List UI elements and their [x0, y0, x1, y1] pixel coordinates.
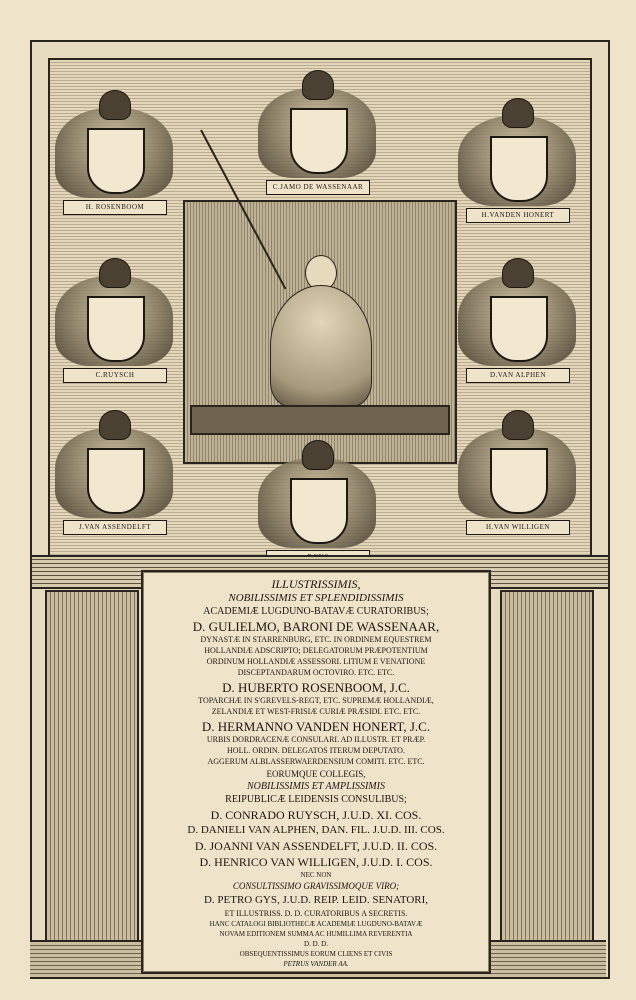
crest-label: D.VAN ALPHEN [466, 368, 570, 383]
dedication-line: NOVAM EDITIONEM SUMMA AC HUMILLIMA REVERENTIA [219, 930, 413, 938]
figure-ledge [190, 405, 450, 435]
pillar-left [45, 590, 139, 979]
crest-van-alphen [458, 258, 576, 383]
crest-label: H.VANDEN HONERT [466, 208, 570, 223]
dedication-line: REIPUBLICÆ LEIDENSIS CONSULIBUS; [225, 794, 407, 805]
shield-icon [490, 448, 548, 514]
crest-label: H.VAN WILLIGEN [466, 520, 570, 535]
dedication-line: DISCEPTANDARUM OCTOVIRO. ETC. ETC. [237, 668, 395, 677]
shield-icon [290, 108, 348, 174]
dedication-line: DYNASTÆ IN STARRENBURG, ETC. IN ORDINEM EQUESTREM [200, 635, 432, 644]
dedication-line: D. HUBERTO ROSENBOOM, J.C. [222, 680, 410, 695]
crest-rosenboom [55, 90, 173, 215]
helm-icon [302, 70, 334, 100]
crest-wassenaar [258, 70, 376, 195]
dedication-line: AGGERUM ALBLASSERWAERDENSIUM COMITI. ETC. ETC. [207, 757, 425, 766]
crest-label: J.VAN ASSENDELFT [63, 520, 167, 535]
dedication-line: D. GULIELMO, BARONI DE WASSENAAR, [192, 619, 440, 634]
dedication-line: D. D. D. [304, 940, 328, 948]
dedication-line: NEC NON [300, 871, 332, 879]
crest-ruysch [55, 258, 173, 383]
dedication-line: ORDINUM HOLLANDIÆ ASSESSORI. LITIUM E VENATIONE [206, 657, 426, 666]
crest-van-willigen [458, 410, 576, 535]
dedication-line: TOPARCHÆ IN S'GREVELS-REGT, ETC. SUPREMÆ HOLLANDIÆ, [198, 696, 434, 705]
dedication-line: CONSULTISSIMO GRAVISSIMOQUE VIRO; [232, 881, 400, 891]
pillar-right [500, 590, 594, 979]
dedication-line: D. JOANNI VAN ASSENDELFT, J.U.D. II. COS. [194, 839, 438, 853]
shield-icon [87, 128, 145, 194]
dedication-line: ACADEMIÆ LUGDUNO-BATAVÆ CURATORIBUS; [203, 606, 429, 617]
dedication-line: ET ILLUSTRISS. D. D. CURATORIBUS A SECRETIS. [224, 909, 408, 918]
helm-icon [502, 258, 534, 288]
dedication-line: HOLL. ORDIN. DELEGATOS ITERUM DEPUTATO. [227, 746, 405, 755]
shield-icon [290, 478, 348, 544]
dedication-line: D. CONRADO RUYSCH, J.U.D. XI. COS. [210, 808, 422, 822]
crest-label: C.JAMO DE WASSENAAR [266, 180, 370, 195]
dedication-line: NOBILISSIMIS ET AMPLISSIMIS [247, 781, 385, 792]
dedication-tablet [141, 570, 491, 974]
crest-label: C.RUYSCH [63, 368, 167, 383]
dedication-line: ILLUSTRISSIMIS, [271, 577, 361, 591]
crest-gys [258, 440, 376, 565]
dedication-line: HOLLANDIÆ ADSCRIPTO; DELEGATORUM PRÆPOTENTIUM [204, 646, 428, 655]
shield-icon [490, 296, 548, 362]
seated-minerva-figure [250, 255, 390, 405]
helm-icon [99, 410, 131, 440]
crest-label: H. ROSENBOOM [63, 200, 167, 215]
helm-icon [502, 410, 534, 440]
helm-icon [502, 98, 534, 128]
dedication-line: URBIS DORDRACENÆ CONSULARI. AD ILLUSTR. ET PRÆP. [206, 735, 426, 744]
crest-van-assendelft [55, 410, 173, 535]
dedication-line: PETRUS VANDER AA. [283, 960, 349, 968]
dedication-line: D. HERMANNO VANDEN HONERT, J.C. [201, 719, 431, 734]
shield-icon [87, 448, 145, 514]
dedication-line: HANC CATALOGI BIBLIOTHECÆ ACADEMIÆ LUGDUNO-BATAVÆ [209, 920, 423, 928]
dedication-line: NOBILISSIMIS ET SPLENDIDISSIMIS [228, 592, 404, 604]
helm-icon [99, 90, 131, 120]
dedication-line: EORUMQUE COLLEGIS, [266, 769, 366, 779]
dedication-line: D. DANIELI VAN ALPHEN, DAN. FIL. J.U.D. III. COS. [187, 824, 445, 836]
helm-icon [99, 258, 131, 288]
dedication-line: D. HENRICO VAN WILLIGEN, J.U.D. I. COS. [199, 855, 433, 869]
dedication-line: D. PETRO GYS, J.U.D. REIP. LEID. SENATORI, [203, 894, 429, 906]
helm-icon [302, 440, 334, 470]
dedication-line: ZELANDIÆ ET WEST-FRISIÆ CURIÆ PRÆSIDI. ETC. ETC. [211, 707, 421, 716]
figure-body [270, 285, 372, 407]
shield-icon [87, 296, 145, 362]
crest-vanden-honert [458, 98, 576, 223]
dedication-line: OBSEQUENTISSIMUS EORUM CLIENS ET CIVIS [239, 950, 393, 958]
shield-icon [490, 136, 548, 202]
